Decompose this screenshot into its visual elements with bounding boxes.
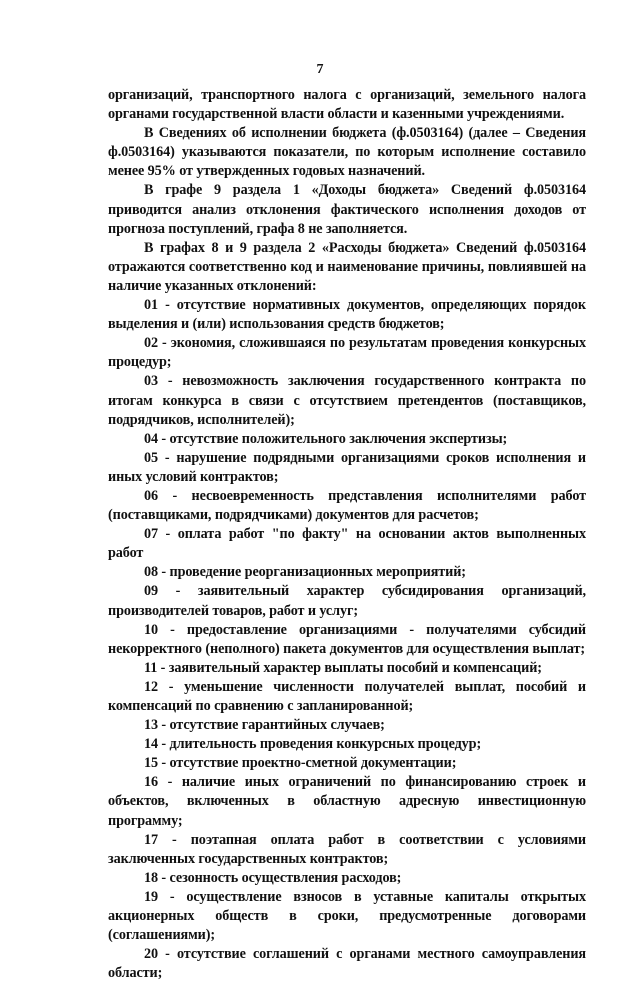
document-body	[108, 86, 586, 983]
reason-code-03: 03 - невозможность заключения государственного контракта по итогам конкурса в связи с отсутствием претендентов (поставщиков, подрядчиков, исполнителей);	[108, 373, 586, 428]
reason-code-20: 20 - отсутствие соглашений с органами местного самоуправления области;	[108, 946, 586, 982]
reason-code-05: 05 - нарушение подрядными организациями сроков исполнения и иных условий контрактов;	[108, 449, 586, 485]
reason-code-13: 13 - отсутствие гарантийных случаев;	[144, 717, 385, 734]
reason-code-09: 09 - заявительный характер субсидирования организаций, производителей товаров, работ и услуг;	[108, 583, 586, 619]
reason-code-10: 10 - предоставление организациями - получателями субсидий некорректного (неполного) пакета документов для осуществления выплат;	[108, 621, 586, 657]
reason-code-15: 15 - отсутствие проектно-сметной документации;	[144, 755, 457, 772]
reason-code-18: 18 - сезонность осуществления расходов;	[144, 869, 402, 886]
paragraph-income-column-9: В графе 9 раздела 1 «Доходы бюджета» Сведений ф.0503164 приводится анализ отклонения фактического исполнения доходов от прогноза поступлений, графа 8 не заполняется.	[108, 182, 586, 237]
reason-code-01: 01 - отсутствие нормативных документов, определяющих порядок выделения и (или) использования средств бюджетов;	[108, 297, 586, 333]
paragraph-expense-columns-8-9: В графах 8 и 9 раздела 2 «Расходы бюджета» Сведений ф.0503164 отражаются соответственно код и наименование причины, повлиявшей на наличие указанных отклонений:	[108, 239, 586, 294]
reason-code-08: 08 - проведение реорганизационных мероприятий;	[144, 564, 466, 581]
page-number: 7	[316, 62, 324, 77]
reason-code-17: 17 - поэтапная оплата работ в соответствии с условиями заключенных государственных контрактов;	[108, 831, 586, 867]
reason-code-12: 12 - уменьшение численности получателей выплат, пособий и компенсаций по сравнению с запланированной;	[108, 678, 586, 714]
reason-code-04: 04 - отсутствие положительного заключения экспертизы;	[144, 430, 508, 447]
reason-code-16: 16 - наличие иных ограничений по финансированию строек и объектов, включенных в областную адресную инвестиционную программу;	[108, 774, 586, 829]
reason-code-19: 19 - осуществление взносов в уставные капиталы открытых акционерных обществ в сроки, предусмотренные договорами (соглашениями);	[108, 888, 586, 944]
reason-code-02: 02 - экономия, сложившаяся по результатам проведения конкурсных процедур;	[108, 335, 586, 371]
reason-code-07: 07 - оплата работ "по факту" на основании актов выполненных работ	[108, 526, 586, 562]
paragraph-continuation: организаций, транспортного налога с организаций, земельного налога органами государственной власти области и казенными учреждениями.	[108, 87, 586, 123]
reason-code-06: 06 - несвоевременность представления исполнителями работ (поставщиками, подрядчиками) документов для расчетов;	[108, 487, 586, 524]
reason-code-11: 11 - заявительный характер выплаты пособий и компенсаций;	[144, 659, 542, 676]
reason-code-14: 14 - длительность проведения конкурсных процедур;	[144, 736, 482, 753]
paragraph-budget-execution-report: В Сведениях об исполнении бюджета (ф.0503164) (далее – Сведения ф.0503164) указываются показатели, по которым исполнение составило менее 95% от утвержденных годовых назначений.	[108, 125, 586, 180]
